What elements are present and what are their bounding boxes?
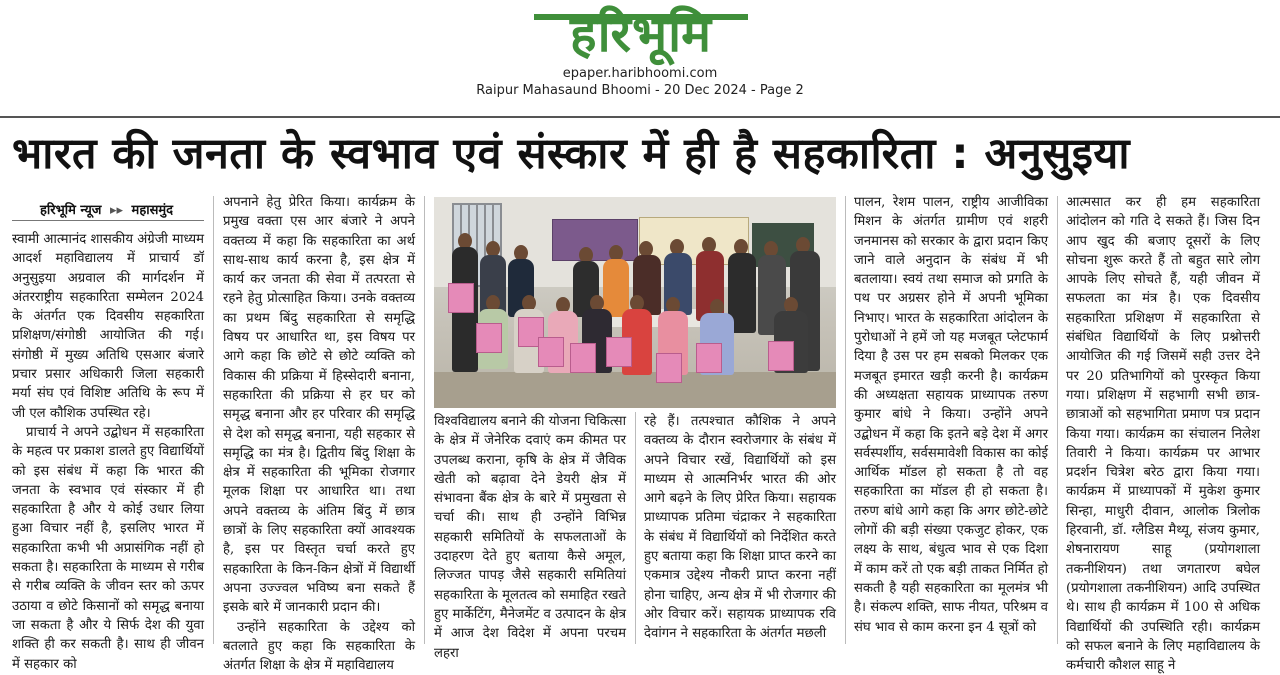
byline-arrows-icon: ▸▸ (109, 203, 124, 218)
photo-banner (552, 219, 638, 261)
paragraph: पालन, रेशम पालन, राष्ट्रीय आजीविका मिशन के अंतर्गत ग्रामीण एवं शहरी जनमानस को सरकार के द्वारा प्रदान किए जाने वाले अनुदान के संबंध में भी बतलाया। स्वयं तथा समाज को प्रगति के पथ पर अग्रसर होने में अपनी भूमिका निभाए। भारत के सहकारिता आंदोलन के पुरोधाओं ने हमें जो यह मजबूत प्लेटफार्म दिया है उस पर हम सबको मिलकर एक मजबूत इमारत खड़ी करनी है। कार्यक्रम की अध्यक्षता सहायक प्राध्यापक तरुण कुमार बांधे ने किया। उन्होंने अपने उद्बोधन में कहा कि इतने बड़े देश में अगर सर्वस्पर्शीय, सर्वसमावेशी विकास का कोई आर्थिक मॉडल हो सकता है तो वह सहकारिता का मॉडल ही हो सकता है। तरुण बांधे आगे कहा कि अगर छोटे-छोटे लोगों की बड़ी संख्या एकजुट होकर, एक लक्ष्य के साथ, बंधुत्व भाव से एक दिशा में काम करें तो एक बड़ी ताकत निर्मित हो सकती है यही सहकारिता का मूलमंत्र भी है। संकल्प शक्ति, साफ नीयत, परिश्रम व संघ भाव से काम करना इन 4 सूत्रों को (854, 195, 1048, 635)
certificate (448, 283, 474, 313)
column-divider (1057, 196, 1058, 644)
certificate (696, 343, 722, 373)
certificate (476, 323, 502, 353)
newspaper-logo: हरिभूमि (570, 5, 712, 63)
paragraph: रहे हैं। तत्पश्चात कौशिक ने अपने वक्तव्य के दौरान स्वरोजगार के संबंध में अपने विचार रखें, विद्यार्थियों को इस माध्यम से आत्मनिर्भर भारत की ओर आगे बढ़ने के लिए प्रेरित किया। सहायक प्राध्यापक प्रतिमा चंद्राकर ने सहकारिता के संबंध में विद्यार्थियों को निर्देशित करते हुए बताया कहा कि शिक्षा प्राप्त करने का एकमात्र उद्देश्य नौकरी प्राप्त करना नहीं होना चाहिए, अन्य क्षेत्र में भी रोजगार की ओर विचार करें। सहायक प्राध्यापक रवि देवांगन ने सहकारिता के अंतर्गत मछली (644, 414, 836, 642)
person (603, 259, 629, 317)
column-divider (213, 196, 214, 644)
paragraph: अपनाने हेतु प्रेरित किया। कार्यक्रम के प्रमुख वक्ता एस आर बंजारे ने अपने वक्तव्य में कहा कि सहकारिता का अर्थ साथ-साथ कार्य करना है, इस क्षेत्र में कार्य कर जनता की सेवा में तत्परता से रहने हेतु प्रोत्साहित किया। उनके वक्तव्य का प्रथम बिंदु सहकारिता से समृद्धि विषय पर आधारित था, इस विषय पर आगे कहा कि छोटे से छोटे व्यक्ति को विकास की प्रक्रिया में हिस्सेदारी बनाना, सहकारिता की प्रक्रिया से हर घर को समृद्ध बनाना और हर परिवार की समृद्धि से देश को समृद्ध बनाना, यही सहकार से समृद्धि का मंत्र है। द्वितीय बिंदु शिक्षा के क्षेत्र में सहकारिता की भूमिका रोजगार मूलक शिक्षा पर आधारित था। तथा अपने वक्तव्य के अंतिम बिंदु में छात्र छात्रों के लिए सहकारिता क्यों आवश्यक है, इस पर विस्तृत चर्चा करते हुए सहकारिता के किन-किन क्षेत्रों में विद्यार्थी अपना उज्ज्वल भविष्य बना सकते हैं इसके बारे में जानकारी प्रदान की। (223, 195, 415, 616)
article-column-2 (223, 193, 415, 674)
paragraph: आत्मसात कर ही हम सहकारिता आंदोलन को गति दे सकते हैं। जिस दिन आप खुद की बजाए दूसरों के लिए सोचना शुरू करते हैं तो बहुत सारे लोग आपके लिए सोचते हैं, यही जीवन में सफलता का मंत्र है। एक दिवसीय सहकारिता प्रशिक्षण में सहकारिता से संबंधित विद्यार्थियों के लिए प्रश्नोत्तरी आयोजित की गई जिसमें सही उत्तर देने पर 20 प्रतिभागियों को पुरस्कृत किया गया। प्रशिक्षण में सहभागी सभी छात्र-छात्राओं को सहभागिता प्रमाण पत्र प्रदान किया गया। कार्यक्रम का संचालन निलेश तिवारी ने किया। कार्यक्रम पर आभार प्रदर्शन चित्रेश बरेठ द्वारा किया गया। कार्यक्रम में प्राध्यापकों में मुकेश कुमार सिन्हा, माधुरी दीवान, आलोक त्रिलोक हिरवानी, डॉ. ग्लैडिस मैथ्यू, संजय कुमार, शेषनारायण साहू (प्रयोगशाला तकनीशियन) तथा जगतारण बघेल (प्रयोगशाला तकनीशियन) आदि उपस्थित थे। साथ ही कार्यक्रम में 100 से अधिक विद्यार्थियों की उपस्थिति रही। कार्यक्रम को सफल बनाने के लिए महाविद्यालय के कर्मचारी कौशल साहू ने (1066, 195, 1260, 674)
byline-place: महासमुंद (131, 203, 174, 218)
masthead (0, 0, 1280, 105)
certificate (606, 337, 632, 367)
certificate (538, 337, 564, 367)
byline (40, 200, 215, 218)
edition-info: Raipur Mahasaund Bhoomi - 20 Dec 2024 - Page 2 (476, 83, 804, 98)
paragraph: स्वामी आत्मानंद शासकीय अंग्रेजी माध्यम आदर्श महाविद्यालय में प्राचार्य डॉ अनुसुइया अग्रवाल की मार्गदर्शन में अंतरराष्ट्रीय सहकारिता सम्मेलन 2024 के अंतर्गत एक दिवसीय सहकारिता प्रशिक्षण/संगोष्ठी आयोजित की गई। संगोष्ठी में मुख्य अतिथि एसआर बंजारे प्रचार प्रसार अधिकारी जिला सहकारी मर्या संघ एवं विशिष्ट अतिथि के रूप में जी एल कौशिक उपस्थित रहे। (12, 232, 204, 421)
column-divider (424, 196, 425, 644)
article-headline: भारत की जनता के स्वभाव एवं संस्कार में ही है सहकारिता : अनुसुइया (12, 129, 1130, 179)
paragraph: विश्वविद्यालय बनाने की योजना चिकित्सा के क्षेत्र में जेनेरिक दवाएं कम कीमत पर उपलब्ध कराना, कृषि के क्षेत्र में जैविक खेती को बढ़ावा देने डेयरी क्षेत्र में संभावना बैंक क्षेत्र के बारे में प्रमुखता से चर्चा की। साथ ही उन्होंने विभिन्न सहकारी समितियों के सफलताओं के उदाहरण देते हुए बताया कैसे अमूल, लिज्जत पापड़ जैसे सहकारी समितियां सहकारिता के मूलतत्व को समाहित रखते हुए मार्केटिंग, मैनेजमेंट व उत्पादन के क्षेत्र में आज देश विदेश में अपना परचम लहरा (434, 414, 626, 661)
certificate (656, 353, 682, 383)
photo-floor (434, 372, 836, 408)
certificate (768, 341, 794, 371)
article-column-5 (854, 193, 1048, 644)
article-column-3 (434, 412, 626, 661)
byline-rule (12, 220, 204, 221)
article-column-4 (644, 412, 836, 644)
paragraph: उन्होंने सहकारिता के उद्देश्य को बतलाते हुए कहा कि सहकारिता के अंतर्गत शिक्षा के क्षेत्र में महाविद्यालय (223, 619, 415, 674)
column-divider (635, 412, 636, 644)
event-group-photo (434, 197, 836, 408)
article-column-6 (1066, 193, 1260, 674)
byline-agency: हरिभूमि न्यूज (40, 203, 102, 218)
header-rule (0, 116, 1280, 118)
site-url[interactable]: epaper.haribhoomi.com (562, 66, 718, 81)
certificate (570, 343, 596, 373)
article-column-1 (12, 230, 204, 672)
paragraph: प्राचार्य ने अपने उद्बोधन में सहकारिता के महत्व पर प्रकाश डालते हुए विद्यार्थियों को इस संबंध में कहा कि भारत की जनता के स्वभाव एवं संस्कार में ही सहकारिता है और ये कोई उधार लिया हुआ विचार नहीं है, इसलिए भारत में सहकारिता कभी भी अप्रासंगिक नहीं हो सकता है। सहकारिता के माध्यम से गरीब से गरीब व्यक्ति के जीवन स्तर को ऊपर उठाया व छोटे किसानों को समृद्ध बनाया जा सकता है और ये सिर्फ देश की युवा शक्ति ही कर सकती है। साथ ही जीवन में सहकार को (12, 424, 204, 672)
column-divider (845, 196, 846, 644)
